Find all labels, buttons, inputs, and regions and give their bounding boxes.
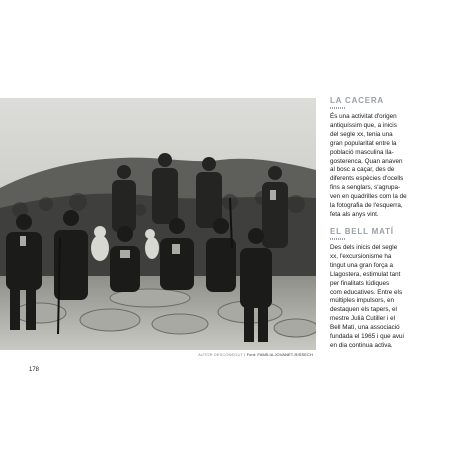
body-line: ven en quadrilles com la de — [330, 193, 407, 201]
body-line: al bosc a caçar, des de — [330, 166, 395, 174]
body-line: feta als anys vint. — [330, 210, 379, 218]
hunting-party-photo-image — [0, 98, 316, 350]
photo-credit-author: AUTOR DESCONEGUT — [198, 352, 243, 357]
body-line: la fotografia de l'esquerra, — [330, 202, 403, 210]
body-line: És una activitat d'origen — [330, 113, 397, 120]
body-line: fins a senglars, s'agrupa- — [330, 184, 401, 192]
heading-dotted-rule — [330, 107, 346, 109]
section-heading: LA CACERA — [330, 96, 385, 105]
body-line: diferents espècies d'ocells — [330, 175, 404, 183]
section-body — [330, 244, 430, 351]
body-line: múltiples impulsors, en — [330, 297, 395, 305]
body-line: gran popularitat entre la — [330, 139, 397, 147]
photo-credit-source: / Font: FAMÍLIA JOVANET-RISSECH — [244, 352, 313, 357]
body-line: destaquen els tapers, el — [330, 306, 397, 314]
body-line: Bell Matí, una associació — [330, 324, 400, 332]
page-number: 178 — [29, 367, 40, 373]
body-line: com educatives. Entre els — [330, 288, 403, 296]
body-line: gosterenca. Quan anaven — [330, 157, 403, 165]
body-line: antiquíssim que, a inicis — [330, 121, 397, 129]
body-line: en dia continua activa. — [330, 341, 393, 349]
section-body — [330, 113, 430, 220]
body-line: xx, l'excursionisme ha — [330, 252, 392, 260]
body-line: del segle xx, tenia una — [330, 130, 393, 138]
section-heading: EL BELL MATÍ — [330, 227, 394, 236]
body-line: mestre Julià Cutiller i el — [330, 315, 396, 323]
sidebar-section-el-bell-mati — [330, 227, 430, 351]
sidebar-section-la-cacera — [330, 96, 430, 220]
photo-credit — [0, 352, 313, 357]
body-line: Des dels inicis del segle — [330, 244, 398, 251]
body-line: població masculina lla- — [330, 148, 394, 156]
body-line: per finalitats lúdiques — [330, 279, 390, 287]
body-line: tingut una gran força a — [330, 261, 394, 269]
hunting-party-photo — [0, 98, 316, 350]
body-line: Llagostera, estimulat tant — [330, 270, 401, 278]
body-line: fundada el 1965 i que avui — [330, 333, 404, 341]
heading-dotted-rule — [330, 238, 346, 240]
